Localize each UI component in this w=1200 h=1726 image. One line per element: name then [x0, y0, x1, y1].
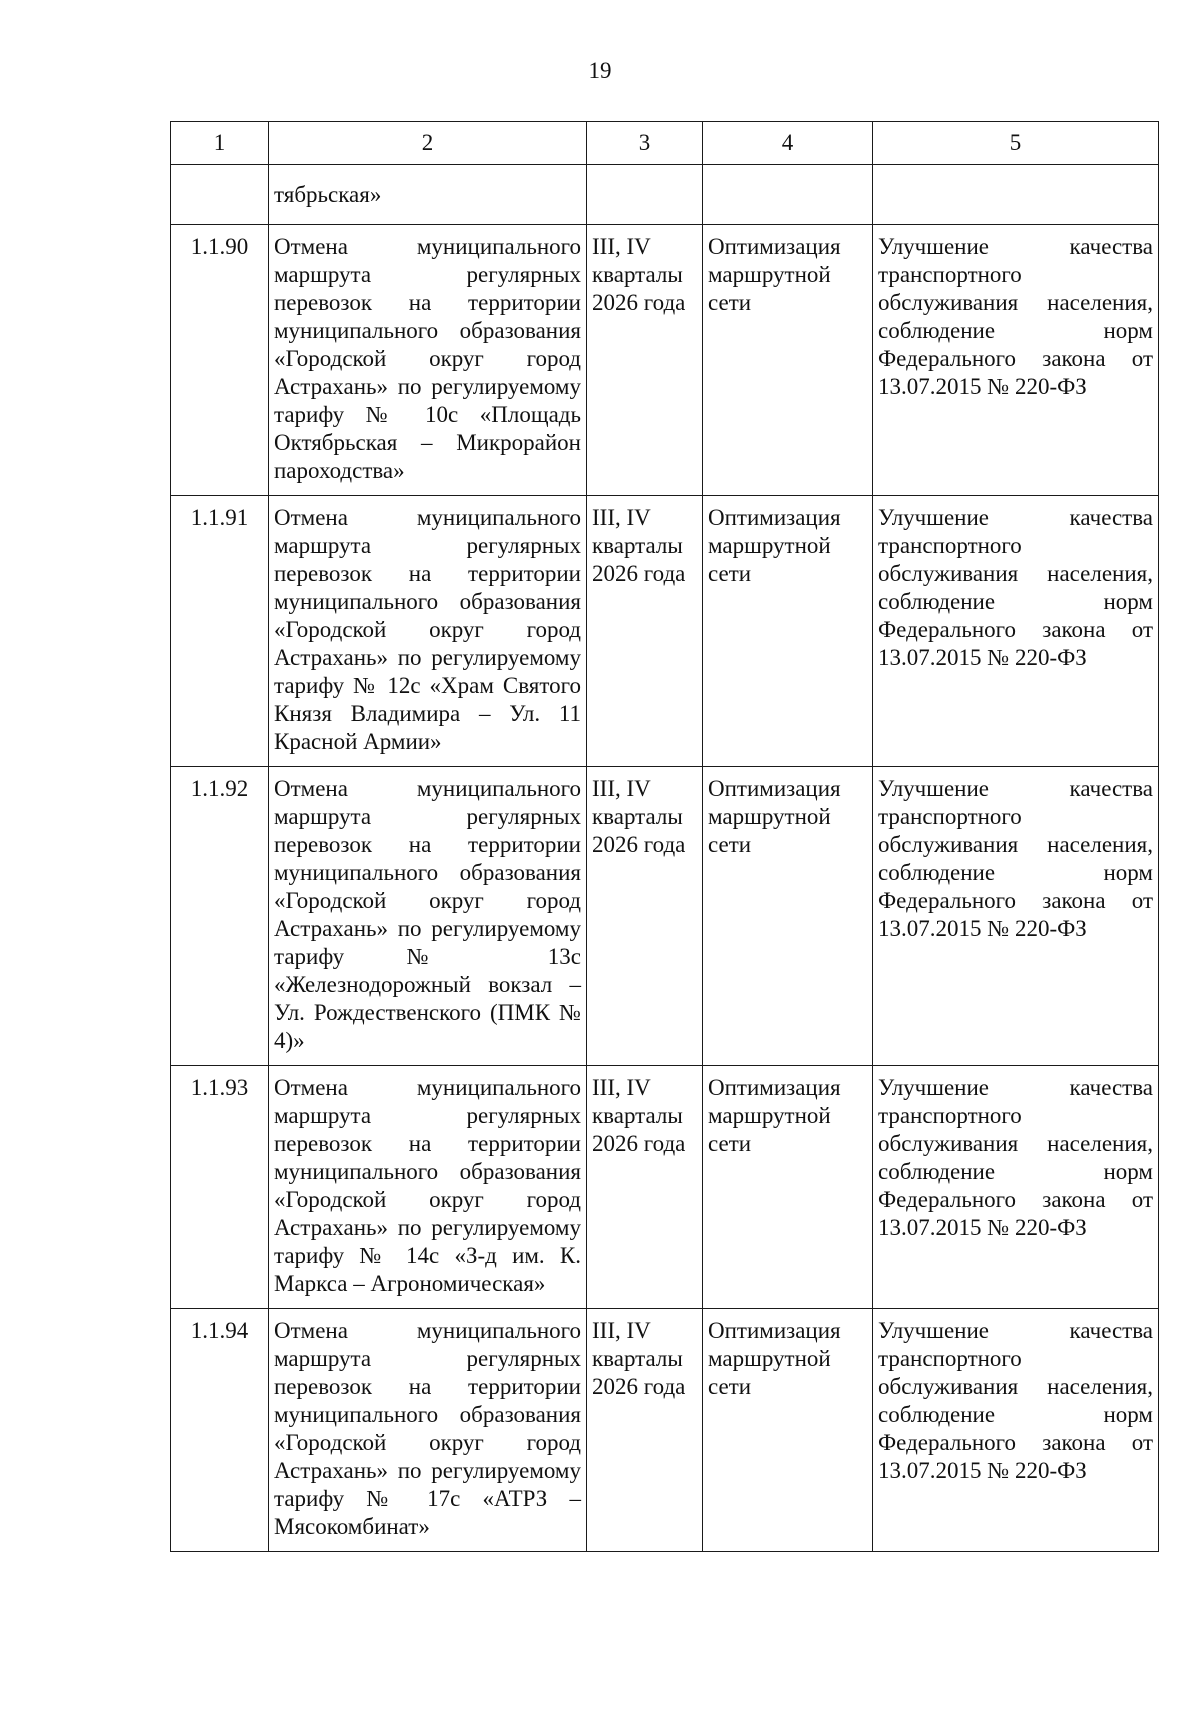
continuation-row	[171, 165, 1159, 225]
continuation-cell-5	[873, 165, 1159, 225]
table-row	[171, 496, 1159, 767]
row-description: Отмена муниципального маршрута регулярных перевозок на территории муниципального образования «Городской округ город Астрахань» по регулируемому тарифу № 10с «Площадь Октябрьская – Микрорайон пароходства»	[269, 225, 587, 496]
header-cell-1: 1	[171, 122, 269, 165]
row-result: Улучшение качества транспортного обслуживания населения, соблюдение норм Федерального закона от 13.07.2015 № 220-ФЗ	[873, 1309, 1159, 1552]
continuation-cell-3	[587, 165, 703, 225]
row-number: 1.1.94	[171, 1309, 269, 1552]
header-cell-3: 3	[587, 122, 703, 165]
row-number: 1.1.91	[171, 496, 269, 767]
table-row	[171, 1066, 1159, 1309]
row-description: Отмена муниципального маршрута регулярных перевозок на территории муниципального образования «Городской округ город Астрахань» по регулируемому тарифу № 13с «Железнодорожный вокзал – Ул. Рождественского (ПМК № 4)»	[269, 767, 587, 1066]
header-cell-2: 2	[269, 122, 587, 165]
row-period: III, IV кварталы 2026 года	[587, 225, 703, 496]
row-number: 1.1.92	[171, 767, 269, 1066]
row-result: Улучшение качества транспортного обслуживания населения, соблюдение норм Федерального закона от 13.07.2015 № 220-ФЗ	[873, 1066, 1159, 1309]
header-cell-5: 5	[873, 122, 1159, 165]
row-goal: Оптимизация маршрутной сети	[703, 1309, 873, 1552]
row-result: Улучшение качества транспортного обслуживания населения, соблюдение норм Федерального закона от 13.07.2015 № 220-ФЗ	[873, 767, 1159, 1066]
row-period: III, IV кварталы 2026 года	[587, 1309, 703, 1552]
row-goal: Оптимизация маршрутной сети	[703, 1066, 873, 1309]
row-goal: Оптимизация маршрутной сети	[703, 225, 873, 496]
row-description: Отмена муниципального маршрута регулярных перевозок на территории муниципального образования «Городской округ город Астрахань» по регулируемому тарифу № 17с «АТРЗ – Мясокомбинат»	[269, 1309, 587, 1552]
continuation-cell-2: тябрьская»	[269, 165, 587, 225]
row-number: 1.1.93	[171, 1066, 269, 1309]
plan-table	[170, 121, 1159, 1552]
row-description: Отмена муниципального маршрута регулярных перевозок на территории муниципального образования «Городской округ город Астрахань» по регулируемому тарифу № 14с «З-д им. К. Маркса – Агрономическая»	[269, 1066, 587, 1309]
row-goal: Оптимизация маршрутной сети	[703, 767, 873, 1066]
row-number: 1.1.90	[171, 225, 269, 496]
page-number: 19	[588, 58, 612, 83]
row-period: III, IV кварталы 2026 года	[587, 1066, 703, 1309]
row-result: Улучшение качества транспортного обслуживания населения, соблюдение норм Федерального закона от 13.07.2015 № 220-ФЗ	[873, 496, 1159, 767]
row-goal: Оптимизация маршрутной сети	[703, 496, 873, 767]
table-row	[171, 225, 1159, 496]
continuation-cell-4	[703, 165, 873, 225]
table-header-row	[171, 122, 1159, 165]
row-result: Улучшение качества транспортного обслуживания населения, соблюдение норм Федерального закона от 13.07.2015 № 220-ФЗ	[873, 225, 1159, 496]
row-period: III, IV кварталы 2026 года	[587, 496, 703, 767]
row-description: Отмена муниципального маршрута регулярных перевозок на территории муниципального образования «Городской округ город Астрахань» по регулируемому тарифу № 12с «Храм Святого Князя Владимира – Ул. 11 Красной Армии»	[269, 496, 587, 767]
table-row	[171, 767, 1159, 1066]
table-row	[171, 1309, 1159, 1552]
continuation-cell-1	[171, 165, 269, 225]
row-period: III, IV кварталы 2026 года	[587, 767, 703, 1066]
header-cell-4: 4	[703, 122, 873, 165]
